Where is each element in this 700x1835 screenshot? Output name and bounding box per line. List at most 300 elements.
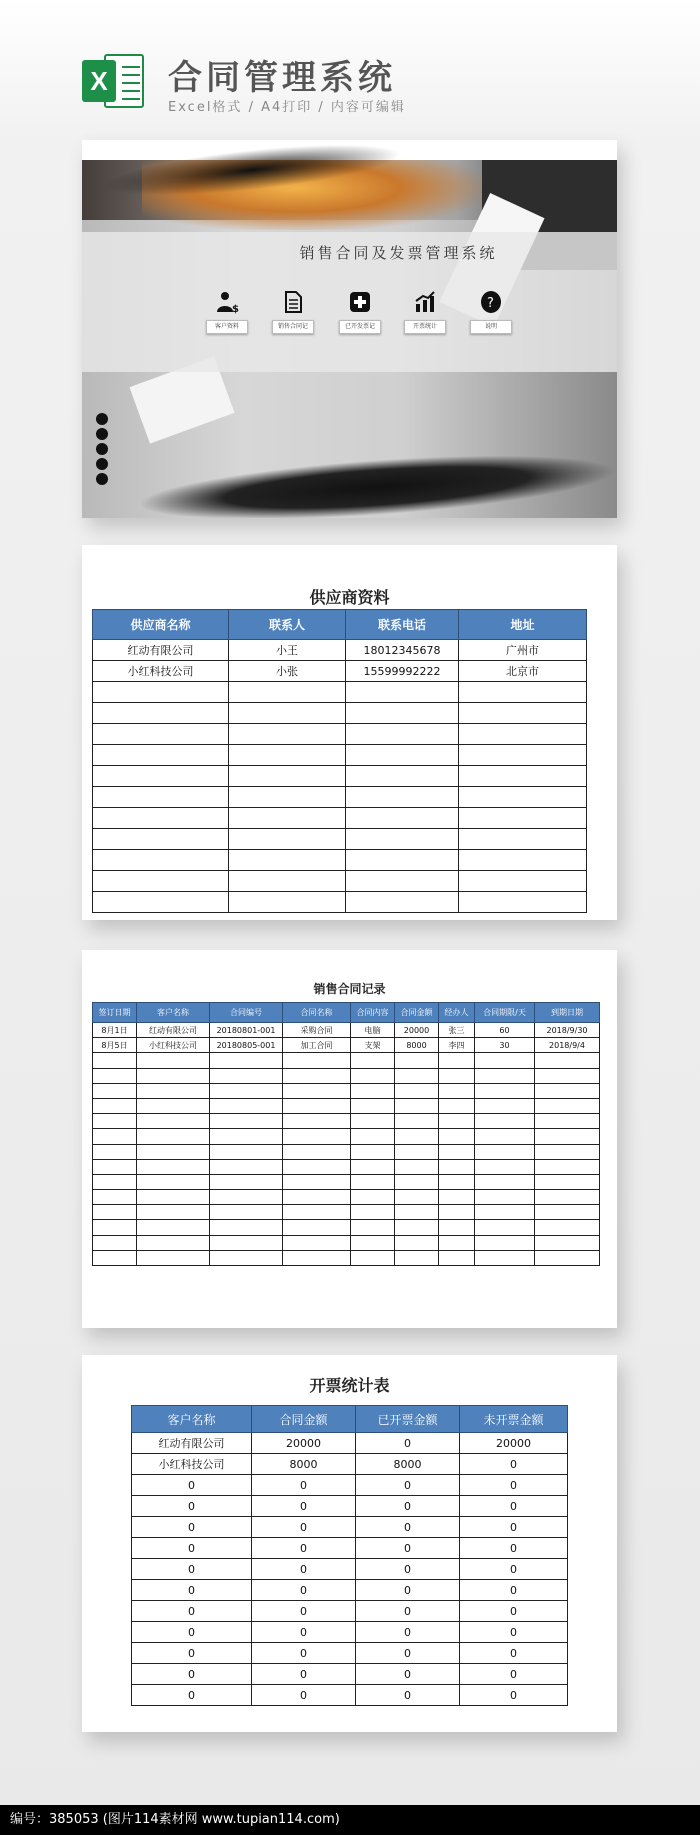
table-cell[interactable]: 15599992222 bbox=[346, 661, 459, 682]
table-cell[interactable]: 0 bbox=[252, 1685, 356, 1706]
table-row bbox=[93, 682, 587, 703]
column-header: 签订日期 bbox=[93, 1003, 137, 1023]
table-cell[interactable] bbox=[351, 1159, 395, 1174]
table-cell[interactable] bbox=[93, 1068, 137, 1083]
table-cell[interactable] bbox=[439, 1098, 475, 1113]
table-cell[interactable] bbox=[439, 1068, 475, 1083]
table-cell[interactable]: 0 bbox=[132, 1496, 252, 1517]
table-cell[interactable]: 2018/9/30 bbox=[535, 1023, 600, 1038]
table-cell[interactable]: 张三 bbox=[439, 1023, 475, 1038]
table-cell[interactable] bbox=[475, 1174, 535, 1189]
table-row bbox=[93, 1190, 600, 1205]
table-cell[interactable]: 0 bbox=[460, 1496, 568, 1517]
table-cell[interactable] bbox=[346, 745, 459, 766]
table-cell[interactable] bbox=[210, 1068, 283, 1083]
table-cell[interactable]: 0 bbox=[132, 1685, 252, 1706]
table-cell[interactable] bbox=[475, 1190, 535, 1205]
table-cell[interactable] bbox=[210, 1114, 283, 1129]
table-cell[interactable] bbox=[395, 1083, 439, 1098]
table-cell[interactable] bbox=[351, 1235, 395, 1250]
table-cell[interactable] bbox=[475, 1098, 535, 1113]
table-cell[interactable] bbox=[439, 1083, 475, 1098]
nav-invoice-stats[interactable] bbox=[400, 290, 450, 334]
table-cell[interactable] bbox=[351, 1174, 395, 1189]
table-cell[interactable] bbox=[93, 1098, 137, 1113]
table-cell[interactable] bbox=[229, 892, 346, 913]
table-cell[interactable] bbox=[283, 1220, 351, 1235]
table-cell[interactable]: 0 bbox=[356, 1601, 460, 1622]
table-cell[interactable] bbox=[475, 1220, 535, 1235]
table-cell[interactable] bbox=[346, 766, 459, 787]
table-cell[interactable] bbox=[439, 1114, 475, 1129]
table-cell[interactable] bbox=[475, 1144, 535, 1159]
table-cell[interactable] bbox=[439, 1144, 475, 1159]
table-cell[interactable]: 红动有限公司 bbox=[93, 640, 229, 661]
column-header: 联系电话 bbox=[346, 610, 459, 640]
table-cell[interactable] bbox=[283, 1098, 351, 1113]
table-cell[interactable] bbox=[93, 1129, 137, 1144]
table-cell[interactable] bbox=[351, 1250, 395, 1265]
table-cell[interactable] bbox=[459, 850, 587, 871]
table-cell[interactable] bbox=[137, 1083, 210, 1098]
table-cell[interactable] bbox=[475, 1114, 535, 1129]
table-cell[interactable] bbox=[351, 1144, 395, 1159]
table-cell[interactable] bbox=[459, 787, 587, 808]
table-header-row bbox=[93, 610, 587, 640]
table-cell[interactable] bbox=[210, 1083, 283, 1098]
table-cell[interactable]: 小红科技公司 bbox=[137, 1038, 210, 1053]
table-cell[interactable]: 0 bbox=[460, 1685, 568, 1706]
table-cell[interactable] bbox=[283, 1068, 351, 1083]
table-cell[interactable] bbox=[459, 829, 587, 850]
table-cell[interactable] bbox=[210, 1053, 283, 1068]
nav-customer-button[interactable]: 客户资料 bbox=[206, 320, 248, 334]
table-cell[interactable] bbox=[346, 829, 459, 850]
table-cell[interactable] bbox=[210, 1129, 283, 1144]
table-cell[interactable]: 30 bbox=[475, 1038, 535, 1053]
table-cell[interactable]: 0 bbox=[132, 1538, 252, 1559]
table-cell[interactable]: 0 bbox=[132, 1601, 252, 1622]
table-cell[interactable] bbox=[459, 682, 587, 703]
table-cell[interactable] bbox=[475, 1250, 535, 1265]
table-cell[interactable] bbox=[283, 1129, 351, 1144]
nav-help[interactable] bbox=[466, 290, 516, 334]
table-cell[interactable] bbox=[395, 1068, 439, 1083]
table-cell[interactable] bbox=[459, 766, 587, 787]
table-row bbox=[93, 1250, 600, 1265]
table-cell[interactable]: 0 bbox=[132, 1580, 252, 1601]
column-header: 联系人 bbox=[229, 610, 346, 640]
table-cell[interactable]: 0 bbox=[356, 1685, 460, 1706]
table-cell[interactable] bbox=[229, 808, 346, 829]
table-cell[interactable] bbox=[137, 1250, 210, 1265]
table-cell[interactable]: 0 bbox=[460, 1475, 568, 1496]
table-cell[interactable] bbox=[93, 1205, 137, 1220]
table-cell[interactable] bbox=[137, 1205, 210, 1220]
table-cell[interactable] bbox=[210, 1098, 283, 1113]
table-cell[interactable]: 0 bbox=[356, 1433, 460, 1454]
table-cell[interactable]: 0 bbox=[252, 1664, 356, 1685]
table-cell[interactable]: 8月1日 bbox=[93, 1023, 137, 1038]
table-cell[interactable] bbox=[137, 1144, 210, 1159]
table-cell[interactable] bbox=[137, 1159, 210, 1174]
table-cell[interactable] bbox=[210, 1159, 283, 1174]
table-cell[interactable] bbox=[93, 871, 229, 892]
table-cell[interactable]: 0 bbox=[356, 1517, 460, 1538]
table-row bbox=[93, 1235, 600, 1250]
table-cell[interactable] bbox=[535, 1159, 600, 1174]
table-cell[interactable]: 加工合同 bbox=[283, 1038, 351, 1053]
table-cell[interactable] bbox=[475, 1205, 535, 1220]
table-cell[interactable] bbox=[93, 1159, 137, 1174]
table-cell[interactable]: 0 bbox=[132, 1664, 252, 1685]
nav-sales-contract-button[interactable]: 销售合同记 bbox=[272, 320, 314, 334]
table-cell[interactable] bbox=[475, 1068, 535, 1083]
table-cell[interactable] bbox=[283, 1205, 351, 1220]
table-cell[interactable] bbox=[93, 1053, 137, 1068]
table-cell[interactable]: 0 bbox=[252, 1580, 356, 1601]
table-cell[interactable] bbox=[535, 1235, 600, 1250]
column-header: 供应商名称 bbox=[93, 610, 229, 640]
table-cell[interactable]: 0 bbox=[252, 1496, 356, 1517]
table-cell[interactable] bbox=[137, 1190, 210, 1205]
table-cell[interactable] bbox=[395, 1220, 439, 1235]
table-cell[interactable]: 采购合同 bbox=[283, 1023, 351, 1038]
table-cell[interactable]: 红动有限公司 bbox=[137, 1023, 210, 1038]
table-cell[interactable] bbox=[137, 1220, 210, 1235]
table-cell[interactable]: 0 bbox=[356, 1664, 460, 1685]
table-cell[interactable]: 北京市 bbox=[459, 661, 587, 682]
table-cell[interactable] bbox=[210, 1220, 283, 1235]
table-cell[interactable]: 8000 bbox=[395, 1038, 439, 1053]
table-cell[interactable] bbox=[535, 1083, 600, 1098]
nav-sales-contract[interactable] bbox=[268, 290, 318, 334]
table-cell[interactable]: 0 bbox=[356, 1538, 460, 1559]
table-cell[interactable] bbox=[210, 1235, 283, 1250]
customer-icon bbox=[215, 290, 239, 314]
table-cell[interactable]: 0 bbox=[460, 1580, 568, 1601]
table-cell[interactable]: 0 bbox=[252, 1475, 356, 1496]
table-cell[interactable]: 0 bbox=[132, 1643, 252, 1664]
table-cell[interactable] bbox=[535, 1053, 600, 1068]
table-cell[interactable] bbox=[459, 703, 587, 724]
table-cell[interactable] bbox=[351, 1220, 395, 1235]
table-cell[interactable] bbox=[283, 1144, 351, 1159]
table-row bbox=[93, 1114, 600, 1129]
table-cell[interactable] bbox=[439, 1174, 475, 1189]
table-cell[interactable] bbox=[210, 1174, 283, 1189]
table-cell[interactable] bbox=[395, 1190, 439, 1205]
table-cell[interactable] bbox=[93, 703, 229, 724]
table-cell[interactable] bbox=[351, 1068, 395, 1083]
table-cell[interactable]: 广州市 bbox=[459, 640, 587, 661]
table-cell[interactable]: 20000 bbox=[395, 1023, 439, 1038]
table-cell[interactable] bbox=[137, 1235, 210, 1250]
table-cell[interactable]: 支架 bbox=[351, 1038, 395, 1053]
table-cell[interactable] bbox=[459, 724, 587, 745]
column-header: 经办人 bbox=[439, 1003, 475, 1023]
table-cell[interactable]: 电脑 bbox=[351, 1023, 395, 1038]
table-cell[interactable] bbox=[93, 1190, 137, 1205]
table-cell[interactable] bbox=[475, 1083, 535, 1098]
table-cell[interactable] bbox=[137, 1174, 210, 1189]
table-cell[interactable] bbox=[459, 871, 587, 892]
table-cell[interactable] bbox=[395, 1053, 439, 1068]
table-cell[interactable] bbox=[346, 787, 459, 808]
table-cell[interactable] bbox=[439, 1190, 475, 1205]
table-cell[interactable] bbox=[229, 850, 346, 871]
table-cell[interactable] bbox=[535, 1190, 600, 1205]
table-cell[interactable]: 0 bbox=[460, 1664, 568, 1685]
nav-help-button[interactable]: 说明 bbox=[470, 320, 512, 334]
table-cell[interactable]: 0 bbox=[132, 1517, 252, 1538]
table-cell[interactable] bbox=[535, 1220, 600, 1235]
table-cell[interactable] bbox=[229, 766, 346, 787]
table-cell[interactable] bbox=[210, 1205, 283, 1220]
table-cell[interactable]: 0 bbox=[252, 1538, 356, 1559]
table-cell[interactable]: 0 bbox=[356, 1496, 460, 1517]
table-row bbox=[93, 1174, 600, 1189]
table-cell[interactable]: 0 bbox=[252, 1643, 356, 1664]
table-cell[interactable]: 0 bbox=[356, 1475, 460, 1496]
table-cell[interactable]: 0 bbox=[252, 1559, 356, 1580]
plus-icon bbox=[348, 290, 372, 314]
table-cell[interactable]: 0 bbox=[252, 1517, 356, 1538]
table-cell[interactable] bbox=[439, 1220, 475, 1235]
table-cell[interactable]: 0 bbox=[356, 1559, 460, 1580]
table-cell[interactable] bbox=[535, 1129, 600, 1144]
nav-customer[interactable] bbox=[202, 290, 252, 334]
table-cell[interactable]: 20180801-001 bbox=[210, 1023, 283, 1038]
help-icon bbox=[479, 290, 503, 314]
table-cell[interactable] bbox=[535, 1098, 600, 1113]
table-cell[interactable] bbox=[283, 1083, 351, 1098]
table-cell[interactable]: 小王 bbox=[229, 640, 346, 661]
table-cell[interactable] bbox=[475, 1129, 535, 1144]
table-cell[interactable] bbox=[229, 682, 346, 703]
table-cell[interactable] bbox=[137, 1068, 210, 1083]
table-row bbox=[93, 1083, 600, 1098]
table-cell[interactable] bbox=[93, 892, 229, 913]
table-cell[interactable] bbox=[283, 1114, 351, 1129]
table-cell[interactable] bbox=[395, 1114, 439, 1129]
table-row bbox=[132, 1538, 568, 1559]
table-cell[interactable] bbox=[459, 745, 587, 766]
column-header: 未开票金额 bbox=[460, 1406, 568, 1433]
contracts-title: 销售合同记录 bbox=[313, 982, 386, 996]
table-cell[interactable] bbox=[475, 1235, 535, 1250]
column-header: 客户名称 bbox=[132, 1406, 252, 1433]
table-row bbox=[132, 1454, 568, 1475]
table-cell[interactable] bbox=[229, 871, 346, 892]
table-cell[interactable]: 李四 bbox=[439, 1038, 475, 1053]
table-row bbox=[93, 1098, 600, 1113]
table-cell[interactable] bbox=[346, 871, 459, 892]
table-cell[interactable] bbox=[459, 892, 587, 913]
nav-invoice-stats-button[interactable]: 开票统计 bbox=[404, 320, 446, 334]
nav-invoice-record[interactable] bbox=[335, 290, 385, 334]
svg-text:$: $ bbox=[232, 304, 239, 314]
table-cell[interactable]: 0 bbox=[356, 1580, 460, 1601]
table-cell[interactable] bbox=[93, 1250, 137, 1265]
excel-logo-icon: X bbox=[82, 48, 146, 112]
table-cell[interactable] bbox=[346, 682, 459, 703]
table-cell[interactable]: 0 bbox=[460, 1517, 568, 1538]
table-cell[interactable] bbox=[439, 1159, 475, 1174]
table-cell[interactable] bbox=[93, 1174, 137, 1189]
table-cell[interactable] bbox=[351, 1205, 395, 1220]
table-cell[interactable] bbox=[351, 1083, 395, 1098]
table-cell[interactable] bbox=[535, 1205, 600, 1220]
table-cell[interactable] bbox=[229, 703, 346, 724]
table-cell[interactable]: 0 bbox=[460, 1538, 568, 1559]
table-cell[interactable] bbox=[346, 703, 459, 724]
table-cell[interactable] bbox=[137, 1129, 210, 1144]
table-cell[interactable] bbox=[93, 724, 229, 745]
supplier-table bbox=[92, 609, 587, 913]
table-cell[interactable]: 0 bbox=[460, 1559, 568, 1580]
table-cell[interactable] bbox=[439, 1205, 475, 1220]
table-cell[interactable]: 8000 bbox=[356, 1454, 460, 1475]
table-cell[interactable] bbox=[93, 1114, 137, 1129]
table-cell[interactable] bbox=[535, 1174, 600, 1189]
table-cell[interactable] bbox=[439, 1053, 475, 1068]
table-cell[interactable]: 小张 bbox=[229, 661, 346, 682]
table-cell[interactable]: 红动有限公司 bbox=[132, 1433, 252, 1454]
table-cell[interactable] bbox=[93, 1235, 137, 1250]
table-cell[interactable] bbox=[210, 1190, 283, 1205]
table-cell[interactable] bbox=[535, 1114, 600, 1129]
table-cell[interactable] bbox=[93, 850, 229, 871]
chart-icon bbox=[413, 290, 437, 314]
table-cell[interactable]: 0 bbox=[460, 1622, 568, 1643]
table-cell[interactable] bbox=[535, 1068, 600, 1083]
table-cell[interactable] bbox=[475, 1053, 535, 1068]
table-cell[interactable]: 60 bbox=[475, 1023, 535, 1038]
table-cell[interactable] bbox=[93, 808, 229, 829]
table-cell[interactable] bbox=[229, 787, 346, 808]
table-cell[interactable] bbox=[229, 829, 346, 850]
table-cell[interactable] bbox=[93, 745, 229, 766]
table-cell[interactable] bbox=[283, 1159, 351, 1174]
table-cell[interactable] bbox=[351, 1129, 395, 1144]
table-cell[interactable]: 0 bbox=[460, 1454, 568, 1475]
table-cell[interactable] bbox=[137, 1053, 210, 1068]
table-cell[interactable]: 0 bbox=[132, 1559, 252, 1580]
table-cell[interactable] bbox=[351, 1114, 395, 1129]
column-header: 已开票金额 bbox=[356, 1406, 460, 1433]
table-cell[interactable] bbox=[535, 1144, 600, 1159]
table-cell[interactable]: 20000 bbox=[460, 1433, 568, 1454]
table-cell[interactable] bbox=[395, 1159, 439, 1174]
table-header-row bbox=[93, 1003, 600, 1023]
table-cell[interactable] bbox=[395, 1174, 439, 1189]
table-cell[interactable]: 0 bbox=[460, 1643, 568, 1664]
table-cell[interactable] bbox=[395, 1235, 439, 1250]
table-cell[interactable]: 20000 bbox=[252, 1433, 356, 1454]
table-cell[interactable] bbox=[283, 1235, 351, 1250]
table-cell[interactable] bbox=[346, 892, 459, 913]
table-cell[interactable]: 20180805-001 bbox=[210, 1038, 283, 1053]
table-cell[interactable] bbox=[395, 1129, 439, 1144]
table-cell[interactable]: 0 bbox=[356, 1643, 460, 1664]
table-cell[interactable] bbox=[93, 829, 229, 850]
table-row bbox=[132, 1601, 568, 1622]
table-cell[interactable] bbox=[229, 745, 346, 766]
table-cell[interactable] bbox=[439, 1250, 475, 1265]
table-row bbox=[93, 724, 587, 745]
column-header: 合同金额 bbox=[395, 1003, 439, 1023]
table-cell[interactable]: 2018/9/4 bbox=[535, 1038, 600, 1053]
table-cell[interactable]: 小红科技公司 bbox=[93, 661, 229, 682]
table-cell[interactable]: 0 bbox=[252, 1622, 356, 1643]
table-cell[interactable] bbox=[535, 1250, 600, 1265]
table-cell[interactable] bbox=[395, 1205, 439, 1220]
contracts-card bbox=[82, 950, 617, 1328]
table-cell[interactable] bbox=[459, 808, 587, 829]
table-cell[interactable] bbox=[351, 1190, 395, 1205]
table-cell[interactable]: 0 bbox=[132, 1622, 252, 1643]
table-cell[interactable] bbox=[395, 1144, 439, 1159]
table-row bbox=[93, 745, 587, 766]
table-cell[interactable] bbox=[351, 1098, 395, 1113]
table-cell[interactable]: 0 bbox=[356, 1622, 460, 1643]
column-header: 到期日期 bbox=[535, 1003, 600, 1023]
table-cell[interactable] bbox=[210, 1144, 283, 1159]
table-cell[interactable] bbox=[283, 1053, 351, 1068]
table-cell[interactable]: 8000 bbox=[252, 1454, 356, 1475]
decorative-dots bbox=[96, 413, 110, 488]
table-cell[interactable] bbox=[395, 1098, 439, 1113]
table-cell[interactable] bbox=[351, 1053, 395, 1068]
table-cell[interactable] bbox=[93, 787, 229, 808]
table-cell[interactable] bbox=[439, 1129, 475, 1144]
document-icon bbox=[281, 290, 305, 314]
table-cell[interactable] bbox=[283, 1190, 351, 1205]
table-cell[interactable] bbox=[137, 1114, 210, 1129]
table-cell[interactable] bbox=[93, 682, 229, 703]
table-row bbox=[93, 1129, 600, 1144]
invoice-stats-card bbox=[82, 1355, 617, 1732]
table-cell[interactable] bbox=[93, 766, 229, 787]
table-cell[interactable] bbox=[346, 808, 459, 829]
table-cell[interactable] bbox=[93, 1220, 137, 1235]
nav-invoice-record-button[interactable]: 已开发票记 bbox=[339, 320, 381, 334]
table-cell[interactable]: 18012345678 bbox=[346, 640, 459, 661]
table-cell[interactable] bbox=[439, 1235, 475, 1250]
table-cell[interactable]: 小红科技公司 bbox=[132, 1454, 252, 1475]
table-cell[interactable] bbox=[283, 1174, 351, 1189]
table-cell[interactable] bbox=[93, 1144, 137, 1159]
table-cell[interactable] bbox=[346, 850, 459, 871]
table-cell[interactable] bbox=[229, 724, 346, 745]
table-cell[interactable]: 0 bbox=[132, 1475, 252, 1496]
table-cell[interactable] bbox=[346, 724, 459, 745]
table-row bbox=[132, 1622, 568, 1643]
table-cell[interactable] bbox=[137, 1098, 210, 1113]
table-cell[interactable] bbox=[283, 1250, 351, 1265]
table-cell[interactable]: 0 bbox=[460, 1601, 568, 1622]
table-row bbox=[132, 1475, 568, 1496]
table-cell[interactable] bbox=[93, 1083, 137, 1098]
table-cell[interactable] bbox=[210, 1250, 283, 1265]
table-cell[interactable]: 0 bbox=[252, 1601, 356, 1622]
table-cell[interactable] bbox=[395, 1250, 439, 1265]
table-cell[interactable] bbox=[475, 1159, 535, 1174]
column-header: 合同内容 bbox=[351, 1003, 395, 1023]
table-cell[interactable]: 8月5日 bbox=[93, 1038, 137, 1053]
table-row bbox=[132, 1643, 568, 1664]
